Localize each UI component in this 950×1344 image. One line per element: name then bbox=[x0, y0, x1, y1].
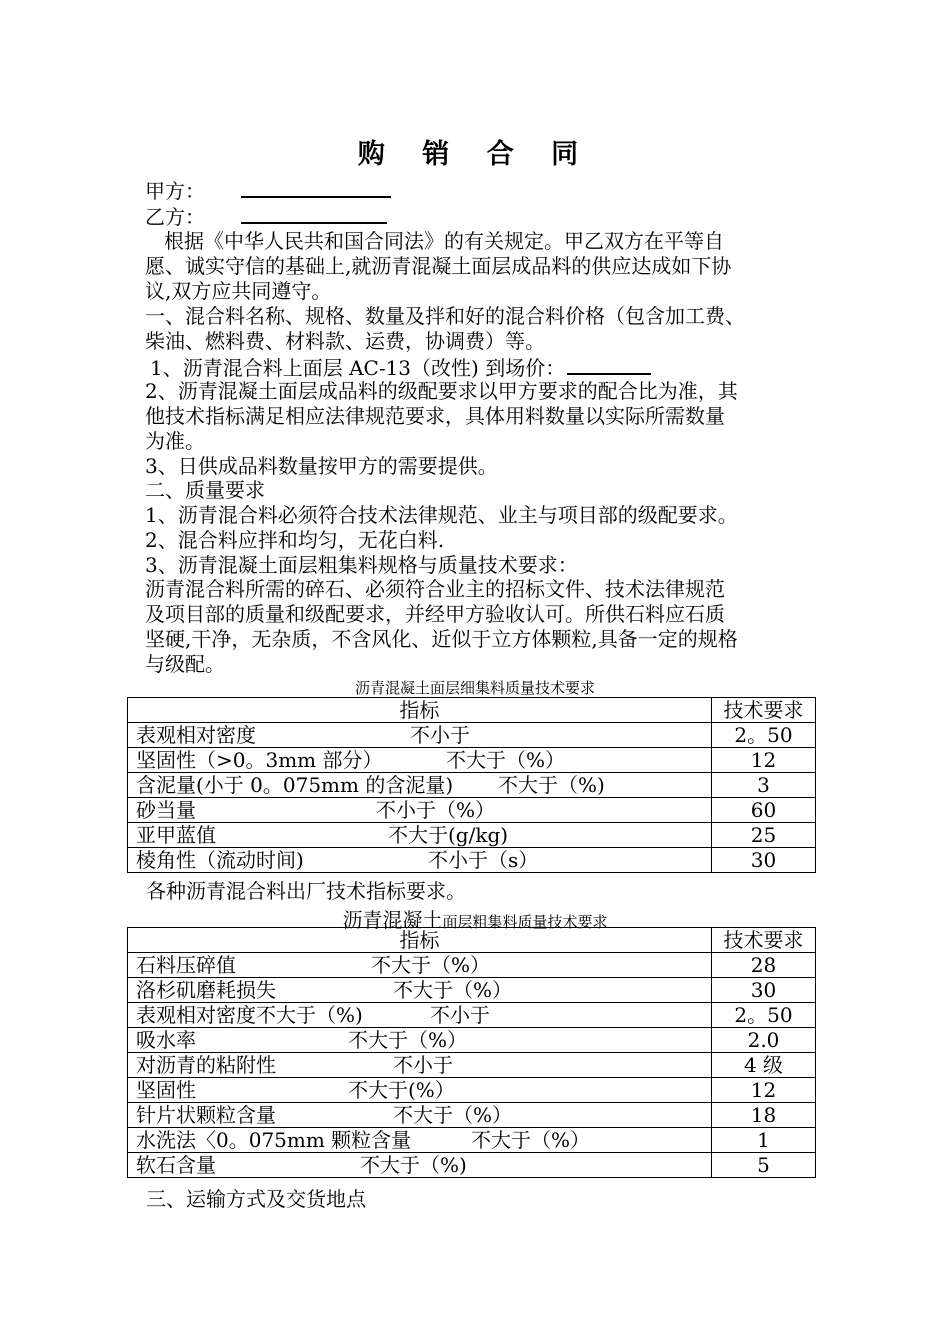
item-2-line-c: 为准。 bbox=[145, 429, 205, 453]
indicator-cell bbox=[128, 773, 712, 798]
indicator-name: 含泥量(小于 0。075mm 的含泥量) bbox=[136, 773, 454, 797]
indicator-limit: 不大于（%) bbox=[498, 773, 605, 797]
table-2-caption-b: 面层粗集料质量技术要求 bbox=[442, 913, 608, 931]
indicator-name: 水洗法〈0。075mm 颗粒含量 bbox=[136, 1128, 412, 1152]
indicator-limit: 不大于（%） bbox=[446, 748, 566, 772]
indicator-cell bbox=[128, 1128, 712, 1153]
requirement-value: 1 bbox=[712, 1128, 816, 1153]
indicator-name: 洛杉矶磨耗损失 bbox=[136, 978, 276, 1002]
requirement-value: 2。50 bbox=[712, 723, 816, 748]
table-row bbox=[128, 848, 816, 873]
party-a-line bbox=[145, 176, 825, 204]
indicator-limit: 不小于 bbox=[393, 1053, 453, 1077]
requirement-value: 18 bbox=[712, 1103, 816, 1128]
indicator-name: 软石含量 bbox=[136, 1153, 216, 1177]
indicator-cell bbox=[128, 1053, 712, 1078]
requirement-value: 2.0 bbox=[712, 1028, 816, 1053]
quality-item-3: 3、沥青混凝土面层粗集料规格与质量技术要求： bbox=[145, 553, 578, 577]
item-2-line-b: 他技术指标满足相应法律规范要求，具体用料数量以实际所需数量 bbox=[145, 404, 725, 428]
table-row bbox=[128, 1028, 816, 1053]
indicator-cell bbox=[128, 823, 712, 848]
indicator-limit: 不大于（%) bbox=[360, 1153, 467, 1177]
indicator-limit: 不大于（%） bbox=[348, 1028, 468, 1052]
header-indicator: 指标 bbox=[128, 698, 712, 723]
table-row bbox=[128, 953, 816, 978]
table-row bbox=[128, 1003, 816, 1028]
requirement-value: 30 bbox=[712, 848, 816, 873]
party-b-label: 乙方： bbox=[145, 205, 205, 229]
indicator-cell bbox=[128, 798, 712, 823]
indicator-limit: 不小于 bbox=[410, 723, 470, 747]
paragraph-intro-2: 愿、诚实守信的基础上,就沥青混凝土面层成品料的供应达成如下协 bbox=[145, 254, 732, 278]
indicator-name: 对沥青的粘附性 bbox=[136, 1053, 276, 1077]
table-row bbox=[128, 1103, 816, 1128]
table-1-caption: 沥青混凝土面层细集料质量技术要求 bbox=[354, 679, 595, 697]
requirement-value: 30 bbox=[712, 978, 816, 1003]
table-row bbox=[128, 1153, 816, 1178]
table-row bbox=[128, 1053, 816, 1078]
quality-item-2: 2、混合料应拌和均匀，无花白料. bbox=[145, 528, 445, 552]
quality-para-c: 坚硬,干净，无杂质，不含风化、近似于立方体颗粒,具备一定的规格 bbox=[145, 627, 738, 651]
requirement-value: 12 bbox=[712, 748, 816, 773]
section-1-heading-a: 一、混合料名称、规格、数量及拌和好的混合料价格（包含加工费、 bbox=[145, 304, 745, 328]
party-b-line bbox=[145, 202, 825, 230]
party-a-label: 甲方： bbox=[145, 179, 205, 203]
indicator-cell bbox=[128, 1003, 712, 1028]
table-row bbox=[128, 798, 816, 823]
section-3-heading: 三、运输方式及交货地点 bbox=[146, 1187, 366, 1211]
indicator-name: 吸水率 bbox=[136, 1028, 196, 1052]
coarse-aggregate-table bbox=[127, 927, 816, 1178]
table-row bbox=[128, 1128, 816, 1153]
indicator-name: 石料压碎值 bbox=[136, 953, 236, 977]
item-1-line bbox=[150, 353, 830, 381]
table-row bbox=[128, 978, 816, 1003]
table-row bbox=[128, 773, 816, 798]
indicator-cell bbox=[128, 953, 712, 978]
indicator-limit: 不大于（%） bbox=[471, 1128, 591, 1152]
table-row bbox=[128, 1078, 816, 1103]
fine-aggregate-table bbox=[127, 697, 816, 873]
paragraph-intro-1: 根据《中华人民共和国合同法》的有关规定。甲乙双方在平等自 bbox=[164, 229, 724, 253]
requirement-value: 25 bbox=[712, 823, 816, 848]
indicator-limit: 不小于 bbox=[430, 1003, 490, 1027]
indicator-cell bbox=[128, 1153, 712, 1178]
item-1-text: 1、沥青混合料上面层 AC-13（改性) 到场价： bbox=[150, 356, 566, 380]
requirement-value: 12 bbox=[712, 1078, 816, 1103]
requirement-value: 28 bbox=[712, 953, 816, 978]
indicator-name: 棱角性（流动时间) bbox=[136, 848, 304, 872]
requirement-value: 60 bbox=[712, 798, 816, 823]
indicator-cell bbox=[128, 1028, 712, 1053]
indicator-name: 亚甲蓝值 bbox=[136, 823, 216, 847]
indicator-name: 砂当量 bbox=[136, 798, 196, 822]
header-requirement: 技术要求 bbox=[712, 698, 816, 723]
indicator-cell bbox=[128, 748, 712, 773]
item-2-line-a: 2、沥青混凝土面层成品料的级配要求以甲方要求的配合比为准，其 bbox=[145, 379, 738, 403]
indicator-limit: 不大于(g/kg) bbox=[388, 823, 509, 847]
indicator-cell bbox=[128, 723, 712, 748]
indicator-limit: 不小于（s） bbox=[428, 848, 539, 872]
item-3-line: 3、日供成品料数量按甲方的需要提供。 bbox=[145, 454, 498, 478]
indicator-name: 表观相对密度不大于（%) bbox=[136, 1003, 363, 1027]
header-indicator: 指标 bbox=[128, 928, 712, 953]
indicator-cell bbox=[128, 1103, 712, 1128]
indicator-name: 表观相对密度 bbox=[136, 723, 256, 747]
standards-note: 各种沥青混合料出厂技术指标要求。 bbox=[146, 879, 466, 903]
requirement-value: 2。50 bbox=[712, 1003, 816, 1028]
quality-para-b: 及项目部的质量和级配要求，并经甲方验收认可。所供石料应石质 bbox=[145, 602, 725, 626]
party-b-blank[interactable] bbox=[241, 202, 387, 224]
quality-para-a: 沥青混合料所需的碎石、必须符合业主的招标文件、技术法律规范 bbox=[145, 577, 725, 601]
indicator-limit: 不大于（%） bbox=[371, 953, 491, 977]
section-1-heading-b: 柴油、燃料费、材料款、运费，协调费）等。 bbox=[145, 329, 545, 353]
quality-para-d: 与级配。 bbox=[145, 652, 225, 676]
indicator-name: 坚固性 bbox=[136, 1078, 196, 1102]
table-row bbox=[128, 823, 816, 848]
requirement-value: 3 bbox=[712, 773, 816, 798]
indicator-limit: 不大于（%） bbox=[393, 1103, 513, 1127]
table-row bbox=[128, 748, 816, 773]
table-2-caption-a: 沥青混凝土 bbox=[342, 908, 443, 932]
indicator-cell bbox=[128, 1078, 712, 1103]
paragraph-intro-3: 议,双方应共同遵守。 bbox=[145, 279, 332, 303]
document-title: 购 销 合 同 bbox=[357, 139, 593, 170]
party-a-blank[interactable] bbox=[241, 176, 391, 198]
indicator-cell bbox=[128, 978, 712, 1003]
indicator-cell bbox=[128, 848, 712, 873]
requirement-value: 5 bbox=[712, 1153, 816, 1178]
indicator-limit: 不大于（%） bbox=[393, 978, 513, 1002]
table-row bbox=[128, 928, 816, 953]
section-2-heading: 二、质量要求 bbox=[145, 478, 265, 502]
header-requirement: 技术要求 bbox=[712, 928, 816, 953]
indicator-limit: 不大于(%） bbox=[348, 1078, 455, 1102]
requirement-value: 4 级 bbox=[712, 1053, 816, 1078]
quality-item-1: 1、沥青混合料必须符合技术法律规范、业主与项目部的级配要求。 bbox=[145, 503, 738, 527]
table-row bbox=[128, 723, 816, 748]
indicator-limit: 不小于（%） bbox=[376, 798, 496, 822]
table-row bbox=[128, 698, 816, 723]
indicator-name: 针片状颗粒含量 bbox=[136, 1103, 276, 1127]
indicator-name: 坚固性（>0。3mm 部分） bbox=[136, 748, 383, 772]
price-blank[interactable] bbox=[567, 353, 651, 375]
